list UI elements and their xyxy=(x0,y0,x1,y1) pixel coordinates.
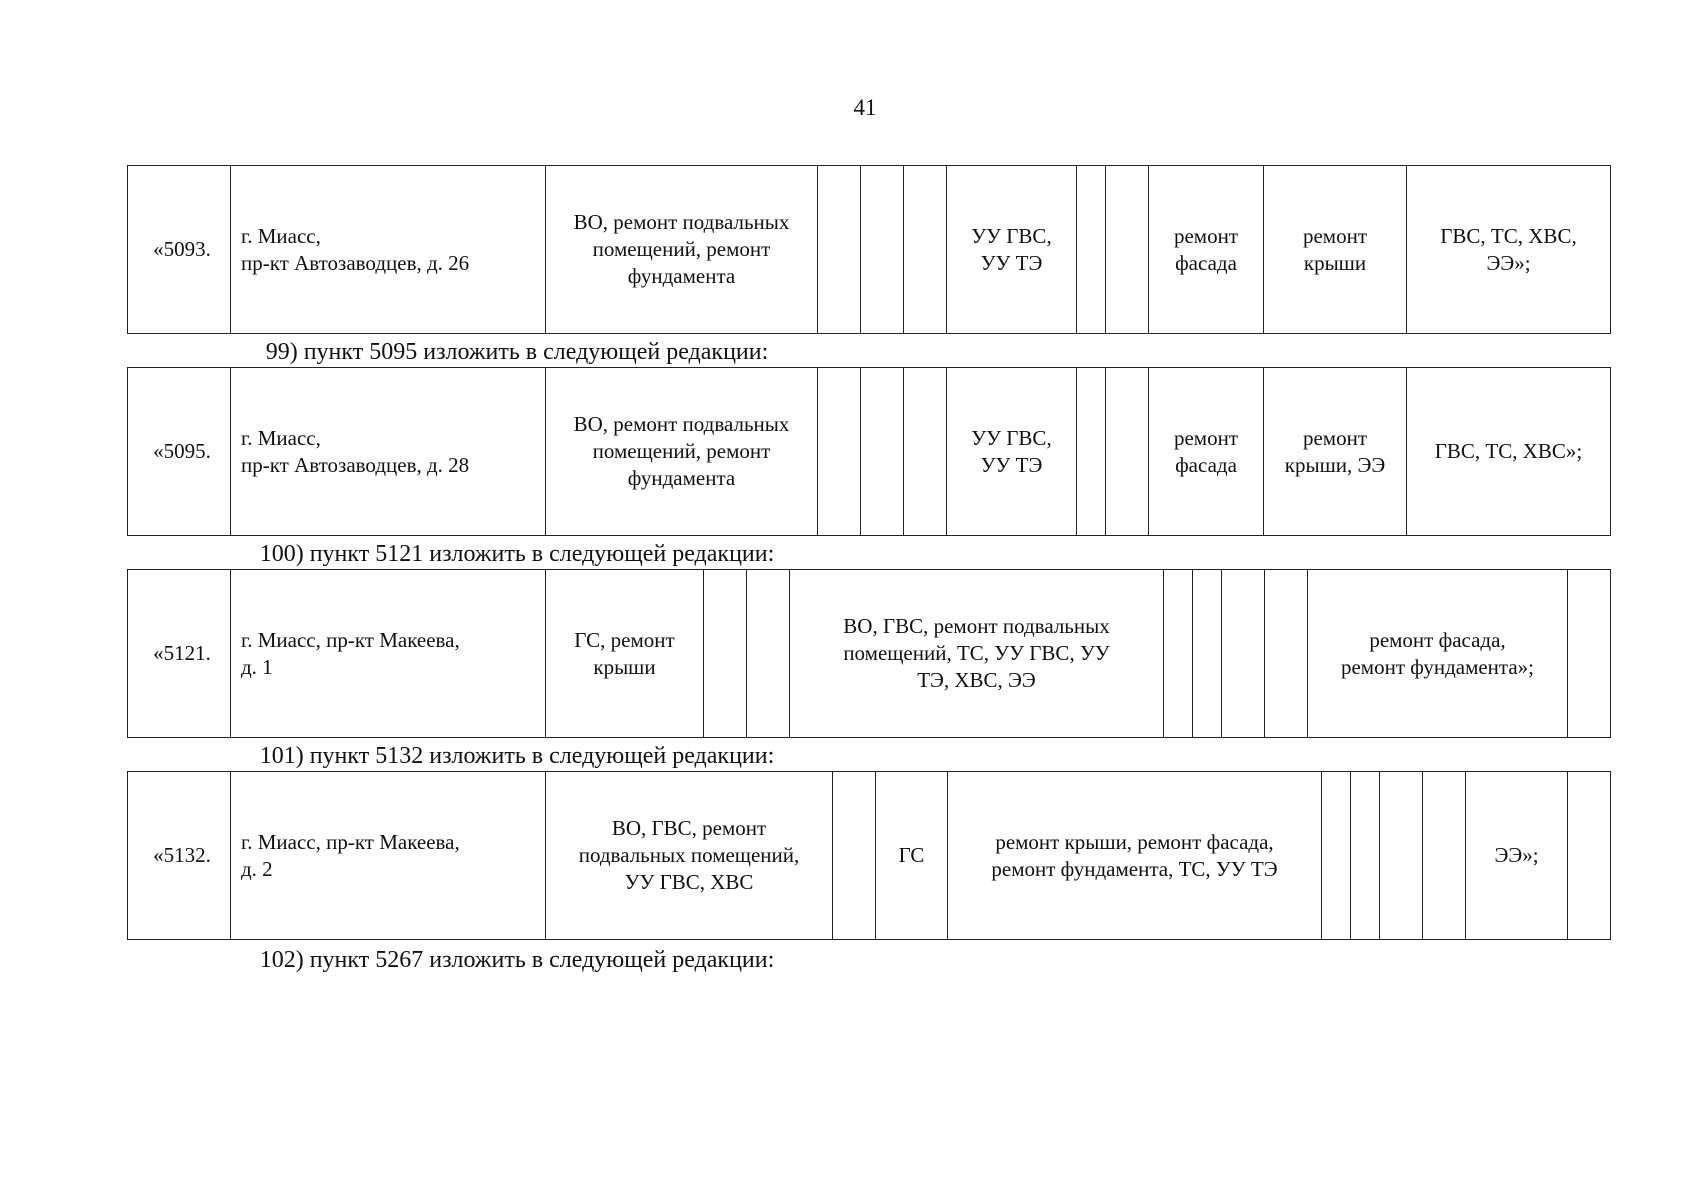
empty-cell xyxy=(1568,772,1611,940)
empty-cell xyxy=(861,368,904,536)
works-cell: ремонт крыши xyxy=(1264,166,1407,334)
empty-cell xyxy=(1193,570,1222,738)
page-number: 41 xyxy=(853,95,877,120)
works-cell: УУ ГВС, УУ ТЭ xyxy=(947,166,1077,334)
row-number: «5121. xyxy=(128,570,231,738)
caption-101: 101) пункт 5132 изложить в следующей редакции: xyxy=(259,743,775,769)
empty-cell xyxy=(1380,772,1423,940)
works-cell: ГС xyxy=(876,772,948,940)
table-row-5121 xyxy=(127,569,1611,738)
works-cell: ремонт фасада xyxy=(1149,368,1264,536)
empty-cell xyxy=(704,570,747,738)
works-cell: ВО, ГВС, ремонт подвальных помещений, УУ ГВС, ХВС xyxy=(546,772,833,940)
empty-cell xyxy=(1106,368,1149,536)
row-number: «5095. xyxy=(128,368,231,536)
row-number: «5132. xyxy=(128,772,231,940)
caption-100: 100) пункт 5121 изложить в следующей редакции: xyxy=(259,541,775,567)
empty-cell xyxy=(818,368,861,536)
empty-cell xyxy=(747,570,790,738)
works-cell: ВО, ремонт подвальных помещений, ремонт фундамента xyxy=(546,166,818,334)
works-cell: ГВС, ТС, ХВС, ЭЭ»; xyxy=(1407,166,1611,334)
works-cell: УУ ГВС, УУ ТЭ xyxy=(947,368,1077,536)
address-cell: г. Миасс, пр-кт Макеева, д. 1 xyxy=(231,570,546,738)
empty-cell xyxy=(1106,166,1149,334)
empty-cell xyxy=(1265,570,1308,738)
caption-102: 102) пункт 5267 изложить в следующей редакции: xyxy=(259,947,775,973)
works-cell: ремонт крыши, ремонт фасада, ремонт фундамента, ТС, УУ ТЭ xyxy=(948,772,1322,940)
works-cell: ВО, ремонт подвальных помещений, ремонт фундамента xyxy=(546,368,818,536)
works-cell: ремонт крыши, ЭЭ xyxy=(1264,368,1407,536)
empty-cell xyxy=(904,368,947,536)
works-cell: ГС, ремонт крыши xyxy=(546,570,704,738)
empty-cell xyxy=(1077,166,1106,334)
table-row-5095 xyxy=(127,367,1611,536)
table-row-5093 xyxy=(127,165,1611,334)
empty-cell xyxy=(1164,570,1193,738)
empty-cell xyxy=(861,166,904,334)
empty-cell xyxy=(1077,368,1106,536)
table-row-5132 xyxy=(127,771,1611,940)
works-cell: ремонт фасада, ремонт фундамента»; xyxy=(1308,570,1568,738)
empty-cell xyxy=(833,772,876,940)
address-cell: г. Миасс, пр-кт Макеева, д. 2 xyxy=(231,772,546,940)
empty-cell xyxy=(1423,772,1466,940)
works-cell: ремонт фасада xyxy=(1149,166,1264,334)
address-cell: г. Миасс, пр-кт Автозаводцев, д. 26 xyxy=(231,166,546,334)
row-number: «5093. xyxy=(128,166,231,334)
empty-cell xyxy=(1222,570,1265,738)
empty-cell xyxy=(818,166,861,334)
empty-cell xyxy=(1568,570,1611,738)
works-cell: ГВС, ТС, ХВС»; xyxy=(1407,368,1611,536)
empty-cell xyxy=(1351,772,1380,940)
works-cell: ЭЭ»; xyxy=(1466,772,1568,940)
empty-cell xyxy=(904,166,947,334)
address-cell: г. Миасс, пр-кт Автозаводцев, д. 28 xyxy=(231,368,546,536)
empty-cell xyxy=(1322,772,1351,940)
works-cell: ВО, ГВС, ремонт подвальных помещений, ТС, УУ ГВС, УУ ТЭ, ХВС, ЭЭ xyxy=(790,570,1164,738)
caption-99: 99) пункт 5095 изложить в следующей редакции: xyxy=(265,339,769,365)
